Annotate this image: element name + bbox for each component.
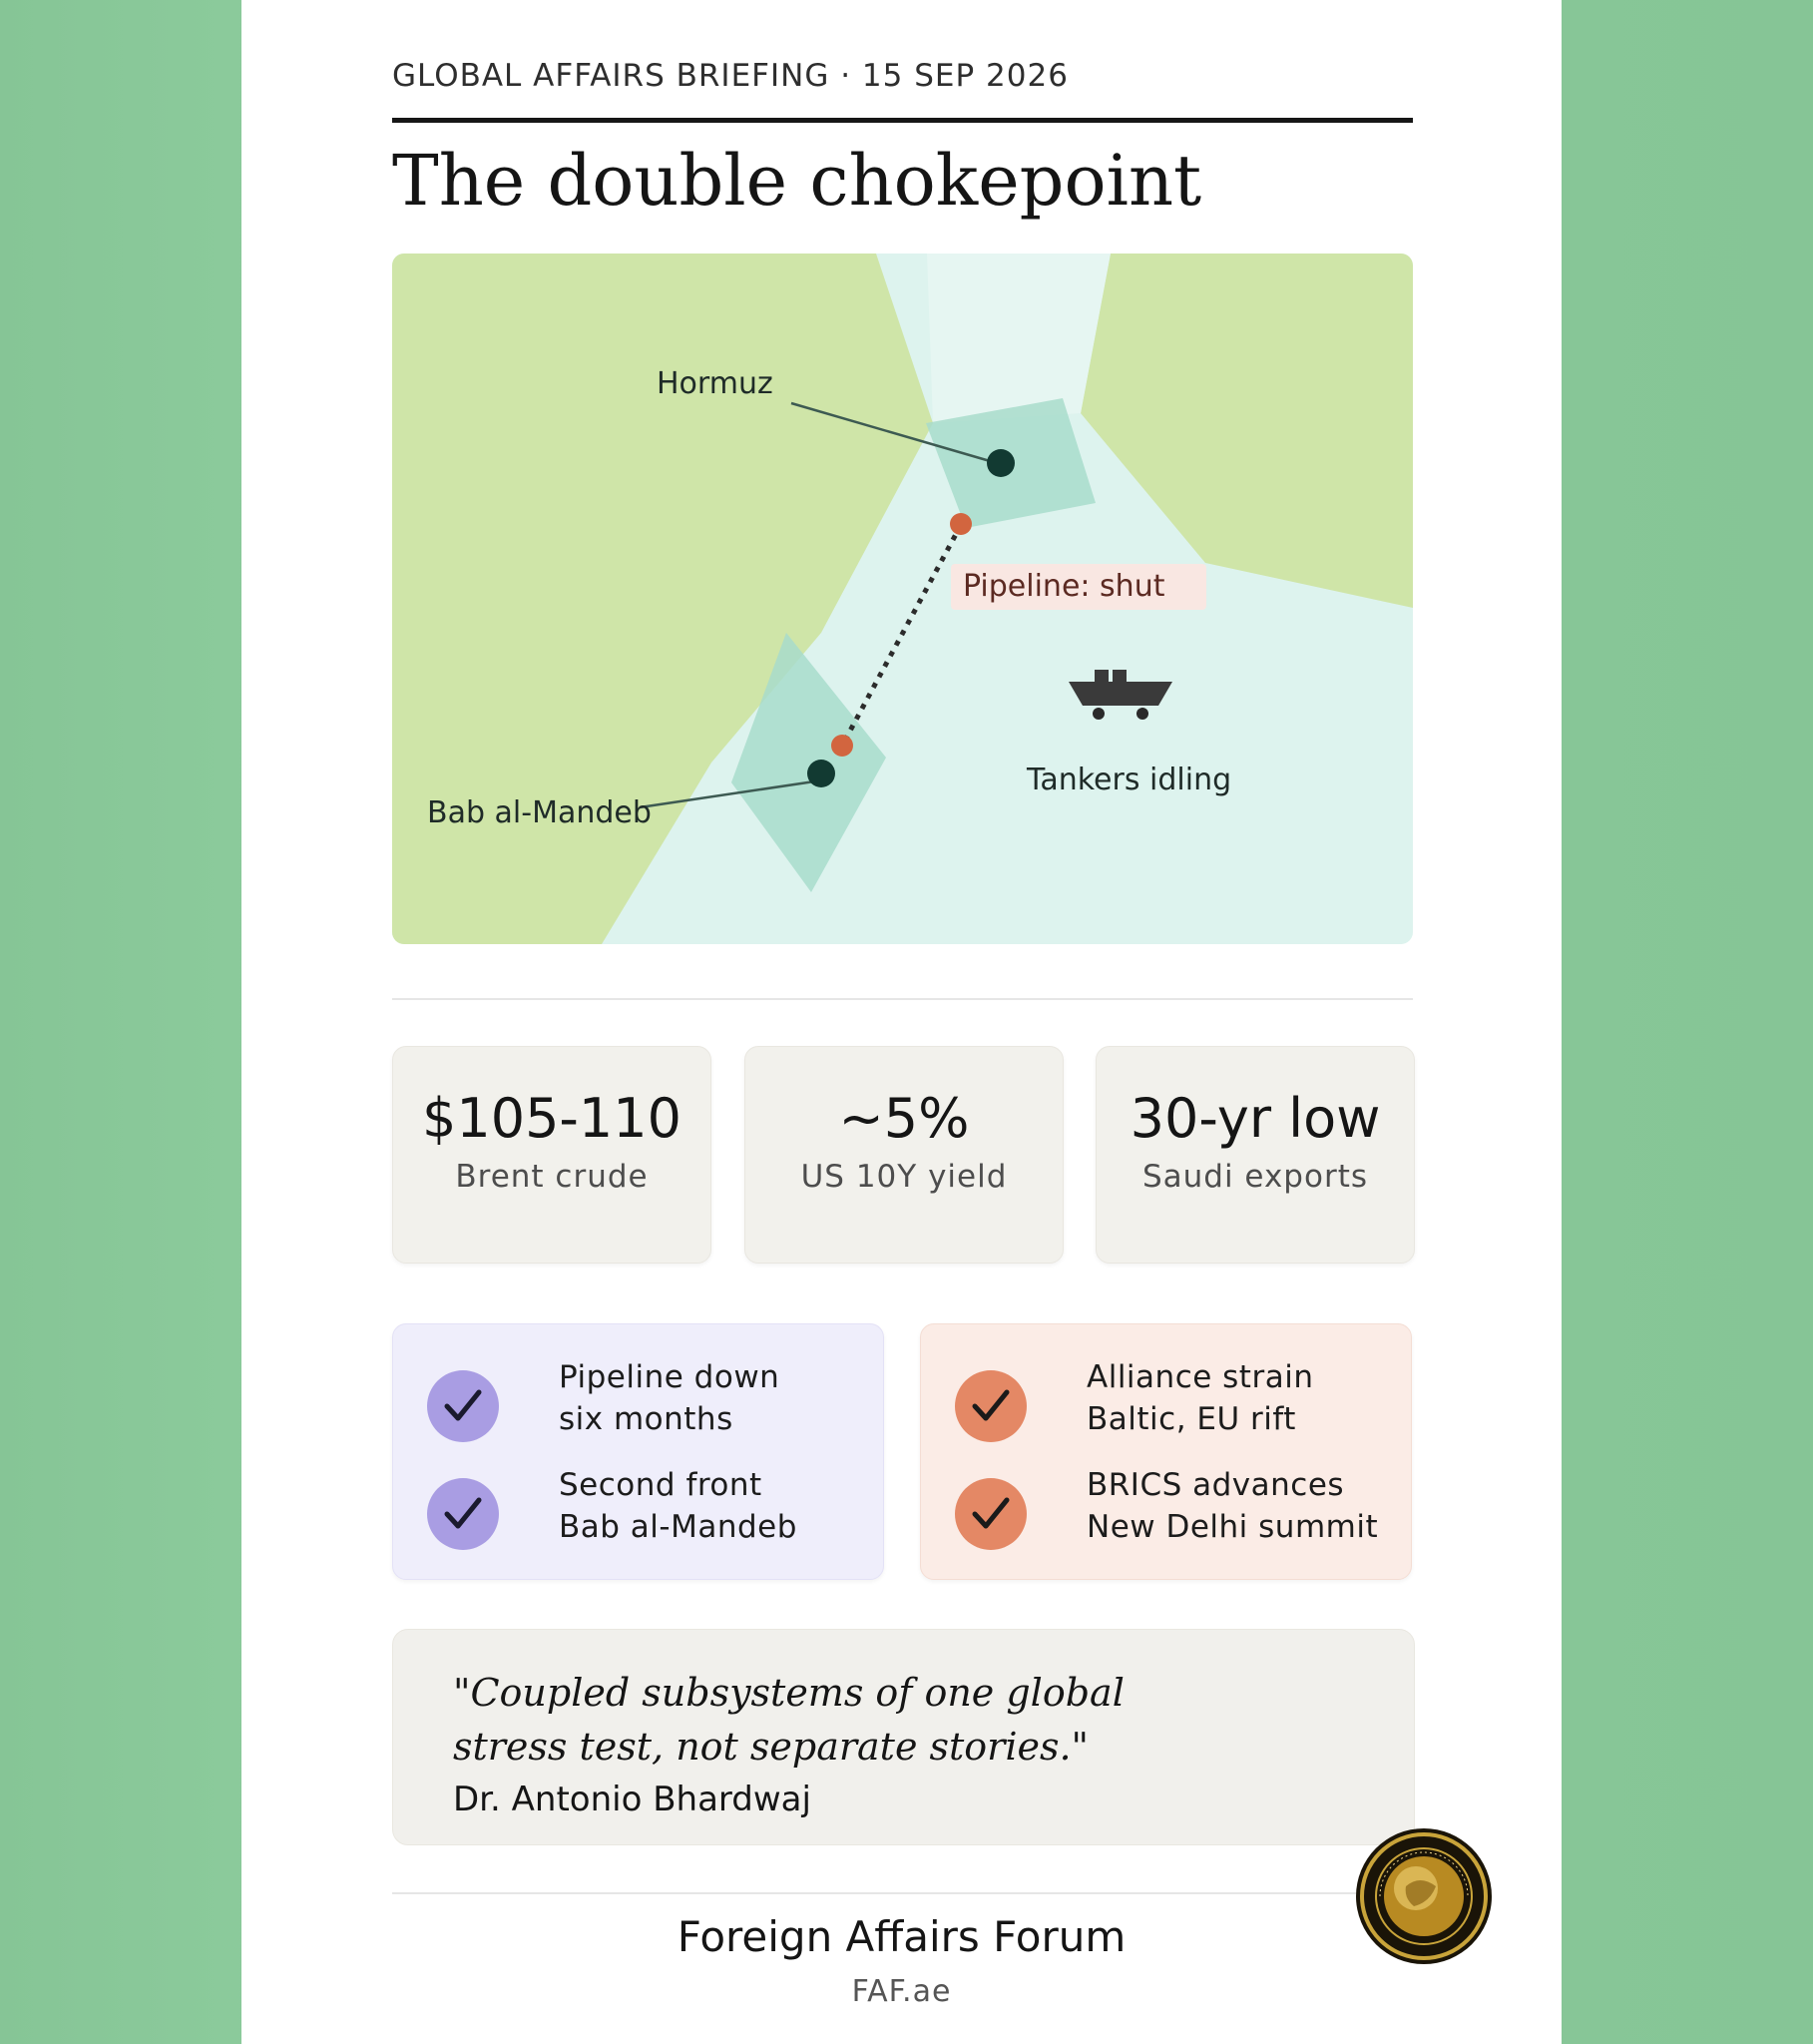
check-icon (955, 1370, 1027, 1442)
briefing-card (241, 0, 1562, 2044)
check-icon (427, 1370, 499, 1442)
gulf-water (927, 254, 1111, 423)
check-icon (427, 1478, 499, 1550)
item-line1: Pipeline down (559, 1359, 780, 1395)
footer-url-link[interactable]: FAF.ae (851, 1974, 952, 2009)
item-line2: Baltic, EU rift (1087, 1401, 1296, 1437)
map-graphic (392, 254, 1413, 944)
item-line1: BRICS advances (1087, 1467, 1345, 1503)
item-line1: Alliance strain (1087, 1359, 1314, 1395)
tankers-label: Tankers idling (1027, 763, 1232, 797)
pipeline-status-label: Pipeline: shut (951, 564, 1206, 610)
footer-divider (392, 1892, 1413, 1894)
stat-label: Brent crude (455, 1159, 649, 1195)
risk-panel-right (920, 1323, 1412, 1580)
risk-panel-left (392, 1323, 884, 1580)
header-rule (392, 118, 1413, 123)
item-line1: Second front (559, 1467, 762, 1503)
list-item (427, 1356, 866, 1446)
forum-seal-logo (1354, 1826, 1494, 1966)
bab-al-mandeb-label: Bab al-Mandeb (427, 795, 652, 830)
quote-author: Dr. Antonio Bhardwaj (453, 1780, 811, 1819)
stat-value: 30-yr low (1130, 1087, 1381, 1150)
check-icon (955, 1478, 1027, 1550)
stat-card-yield (744, 1046, 1064, 1264)
stat-value: ~5% (838, 1087, 970, 1150)
page-title: The double chokepoint (392, 140, 1202, 222)
quote-line2: stress test, not separate stories." (453, 1725, 1090, 1769)
item-line2: six months (559, 1401, 733, 1437)
footer-org-name: Foreign Affairs Forum (677, 1912, 1127, 1961)
list-item (427, 1464, 866, 1554)
stat-label: Saudi exports (1141, 1159, 1369, 1195)
item-line2: New Delhi summit (1087, 1509, 1379, 1545)
pipeline-end-dot (831, 735, 853, 757)
hormuz-dot (987, 449, 1015, 477)
pipeline-start-dot (950, 513, 972, 535)
hormuz-label: Hormuz (657, 366, 773, 401)
briefing-kicker: GLOBAL AFFAIRS BRIEFING · 15 SEP 2026 (392, 58, 1069, 94)
bab-dot (807, 760, 835, 787)
stat-card-exports (1096, 1046, 1415, 1264)
stat-card-brent (392, 1046, 711, 1264)
stat-label: US 10Y yield (800, 1159, 1008, 1195)
chokepoint-map (392, 254, 1413, 944)
pull-quote (392, 1629, 1415, 1845)
section-divider (392, 998, 1413, 1000)
item-line2: Bab al-Mandeb (559, 1509, 797, 1545)
list-item (955, 1356, 1394, 1446)
list-item (955, 1464, 1394, 1554)
stat-value: $105-110 (422, 1087, 681, 1150)
quote-line1: "Coupled subsystems of one global (453, 1671, 1125, 1715)
